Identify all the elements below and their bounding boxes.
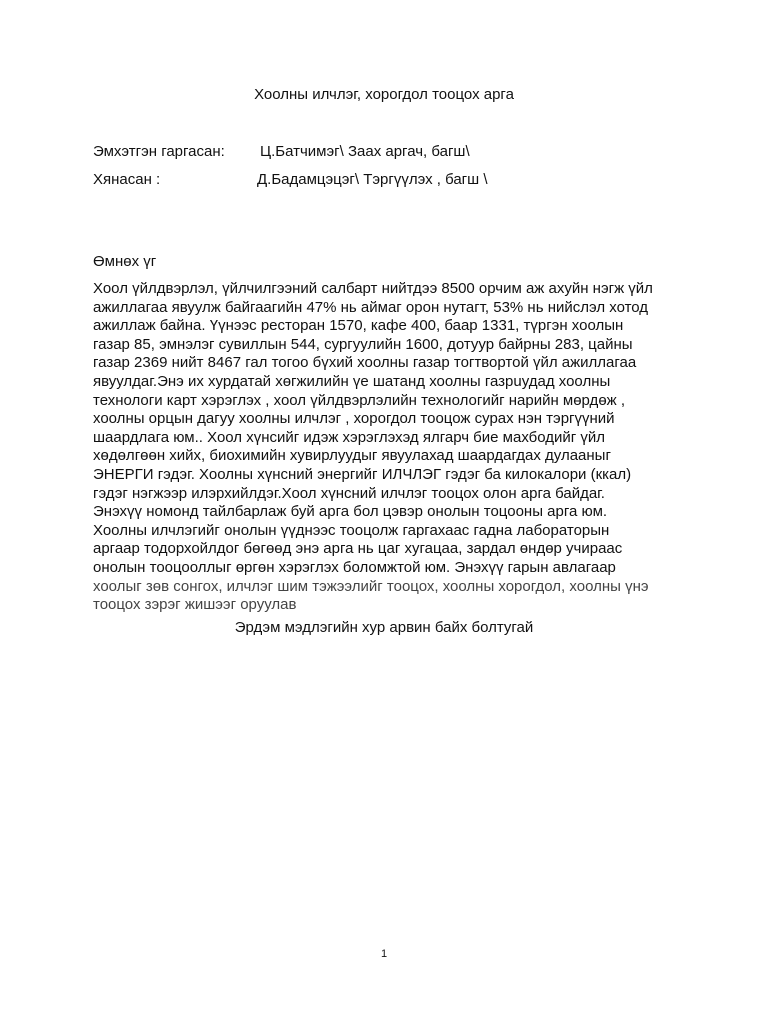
section-heading: Өмнөх үг bbox=[93, 253, 157, 270]
page-number: 1 bbox=[380, 948, 388, 960]
closing-line: Эрдэм мэдлэгийн хур арвин байх болтугай bbox=[234, 619, 534, 636]
body-line: газар 2369 нийт 8467 гал тогоо бүхий хоолны газар тогтвортой үйл ажиллагаа bbox=[93, 354, 637, 372]
body-line: аргаар тодорхойлдог бөгөөд энэ арга нь цаг хугацаа, зардал өндөр учираас bbox=[93, 540, 623, 558]
body-line: технологи карт хэрэглэх , хоол үйлдвэрлэлийн технологийг нарийн мөрдөж , bbox=[93, 391, 626, 409]
body-line: явуулдаг.Энэ их хурдатай хөгжилийн үе шатанд хоолны газрuудад хоолны bbox=[93, 372, 611, 390]
credit-label: Эмхэтгэн гаргасан: bbox=[93, 143, 225, 160]
credit-value: Ц.Батчимэг\ Заах аргач, багш\ bbox=[260, 143, 470, 160]
body-line: ажиллаж байна. Үүнээс ресторан 1570, кафе 400, баар 1331, түргэн хоолын bbox=[93, 317, 624, 335]
body-line: Энэхүү номонд тайлбарлаж буй арга бол цэвэр онолын тоцооны арга юм. bbox=[93, 503, 608, 521]
body-line: Хоолны илчлэгийг онолын үүднээс тооцолж гаргахаас гадна лабораторын bbox=[93, 521, 610, 539]
body-line: ЭНЕРГИ гэдэг. Хоолны хүнсний энергийг ИЛЧЛЭГ гэдэг ба килокалори (ккал) bbox=[93, 465, 632, 483]
body-line: гэдэг нэгжээр илэрхийлдэг.Хоол хүнсний илчлэг тооцох олон арга байдаг. bbox=[93, 484, 605, 502]
credit-label: Хянасан : bbox=[93, 171, 161, 188]
document-title: Хоолны илчлэг, хорогдол тооцох арга bbox=[254, 86, 514, 103]
body-line: шаардлага юм.. Хоол хүнсийг идэж хэрэглэхэд ялгарч бие махбодийг үйл bbox=[93, 428, 606, 446]
body-line: хөдөлгөөн хийх, биохимийн хувирлуудыг явуулахад шаардагдах дулааныг bbox=[93, 447, 611, 465]
body-line: хоолыг зөв сонгох, илчлэг шим тэжээлийг тооцох, хоолны хорогдол, хоолны үнэ bbox=[93, 577, 649, 595]
credit-value: Д.Бадамцэцэг\ Тэргүүлэх , багш \ bbox=[257, 171, 488, 188]
body-line: онолын тооцооллыг өргөн хэрэглэх боломжтой юм. Энэхүү гарын авлагаар bbox=[93, 558, 616, 576]
body-paragraph bbox=[93, 280, 678, 615]
body-line: хоолны орцын дагуу хоолны илчлэг , хорогдол тооцож сурах нэн тэргүүний bbox=[93, 410, 615, 428]
body-line: газар 85, эмнэлэг сувиллын 544, сургуулийн 1600, дотуур байрны 283, цайны bbox=[93, 335, 633, 353]
body-line: Хоол үйлдвэрлэл, үйлчилгээний салбарт нийтдээ 8500 орчим аж ахуйн нэгж үйл bbox=[93, 280, 653, 297]
body-line: тооцох зэрэг жишээг оруулав bbox=[93, 596, 297, 614]
body-line: ажиллагаа явуулж байгаагийн 47% нь аймаг орон нутагт, 53% нь нийслэл хотод bbox=[93, 298, 649, 316]
